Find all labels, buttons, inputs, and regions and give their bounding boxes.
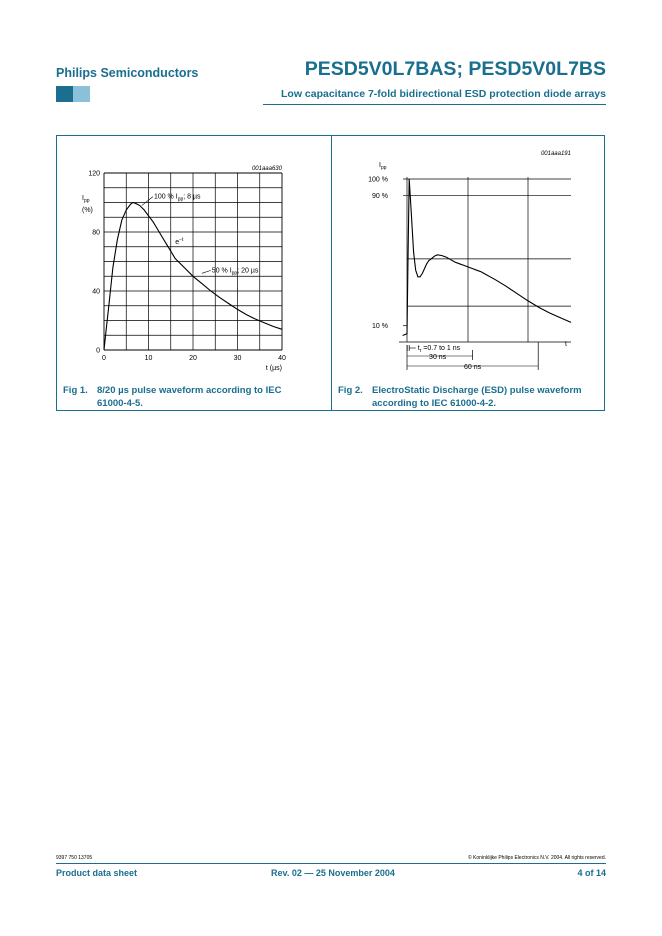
company-name: Philips Semiconductors bbox=[56, 66, 199, 80]
chart2-code: 001aaa191 bbox=[540, 151, 571, 157]
chart2-rise-label: $t_r =0.7$ to 1 ns bbox=[417, 345, 461, 354]
chart1-ytick-label: 120 bbox=[88, 170, 100, 178]
chart1-half-label: 50 % $I_{pp}$; 20 µs bbox=[211, 267, 259, 277]
figure1-caption-text: 8/20 µs pulse waveform according to IEC 61000-4-5. bbox=[97, 385, 282, 409]
footer-copyright: © Koninklijke Philips Electronics N.V. 2004. All rights reserved. bbox=[467, 855, 606, 861]
chart2-ylabel: $I_{pp}$ bbox=[379, 162, 387, 171]
chart1-ytick-label: 40 bbox=[92, 288, 100, 296]
footer-rule bbox=[56, 863, 606, 864]
chart1-xtick-label: 20 bbox=[189, 355, 197, 362]
footer-doc-type: Product data sheet bbox=[56, 868, 138, 878]
chart1-peak-leader bbox=[142, 197, 153, 206]
chart1-code: 001aaa630 bbox=[251, 166, 282, 172]
document-title: PESD5V0L7BAS; PESD5V0L7BS bbox=[304, 58, 606, 80]
chart-8-20us-waveform bbox=[56, 135, 332, 375]
figure2-caption-text: ElectroStatic Discharge (ESD) pulse waveform according to IEC 61000-4-2. bbox=[372, 385, 582, 409]
chart1-ylabel: $I_{pp}$ bbox=[82, 195, 90, 204]
chart1-ylabel-unit: (%) bbox=[82, 207, 93, 214]
figure1-number: Fig 1. bbox=[63, 385, 88, 396]
chart2-60ns-label: 60 ns bbox=[464, 364, 482, 371]
footer-doc-code: 9397 750 13705 bbox=[56, 855, 93, 861]
chart2-xlabel: t bbox=[565, 341, 567, 348]
chart1-xtick-label: 10 bbox=[144, 355, 153, 362]
figure2-number: Fig 2. bbox=[338, 385, 363, 396]
chart1-xtick-label: 30 bbox=[233, 355, 242, 362]
chart2-series-ipp bbox=[403, 179, 571, 336]
chart1-peak-label: 100 % $I_{pp}$; 8 µs bbox=[153, 193, 201, 203]
chart1-decay-label: $e^{-t}$ bbox=[175, 236, 184, 246]
logo-block-light bbox=[73, 86, 90, 102]
chart1-xlabel: t (µs) bbox=[265, 365, 282, 372]
chart2-30ns-label: 30 ns bbox=[429, 354, 447, 361]
chart1-ytick-label: 80 bbox=[92, 229, 100, 237]
chart2-ytick-label: 100 % bbox=[368, 176, 388, 184]
chart2-ytick-label: 10 % bbox=[372, 323, 388, 331]
chart2-ytick-label: 90 % bbox=[372, 192, 388, 200]
chart1-xtick-label: 0 bbox=[102, 355, 106, 362]
footer-revision: Rev. 02 — 25 November 2004 bbox=[271, 868, 395, 878]
chart1-half-leader bbox=[202, 270, 211, 273]
logo-block-dark bbox=[56, 86, 73, 102]
document-subtitle: Low capacitance 7-fold bidirectional ESD protection diode arrays bbox=[281, 88, 606, 100]
chart1-xtick-label: 40 bbox=[278, 355, 286, 362]
chart-esd-waveform bbox=[331, 135, 605, 375]
chart1-ytick-label: 0 bbox=[96, 347, 100, 355]
header-rule bbox=[263, 104, 606, 105]
footer-page-number: 4 of 14 bbox=[577, 868, 606, 878]
